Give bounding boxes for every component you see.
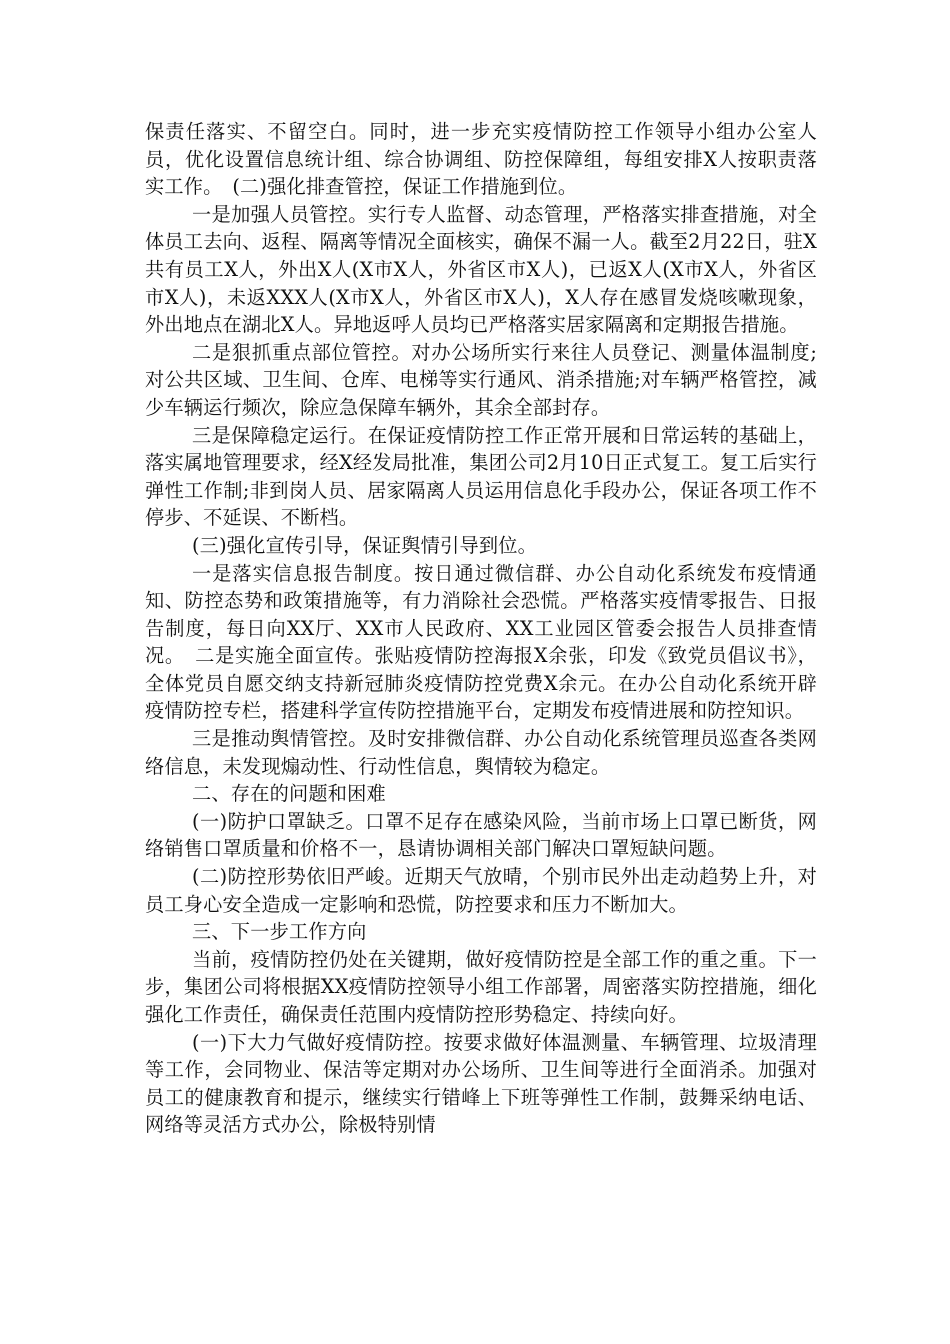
section-heading-next-steps: 三、下一步工作方向	[192, 920, 367, 944]
paragraph-stable-operation: 三是保障稳定运行。在保证疫情防控工作正常开展和日常运转的基础上，落实属地管理要求，经X经发局批准，集团公司2月10日正式复工。复工后实行弹性工作制;非到岗人员、居家隔离人员运用信息化手段办公，保证各项工作不停步、不延误、不断档。	[145, 423, 817, 530]
section-heading-problems: 二、存在的问题和困难	[192, 782, 386, 806]
paragraph-mask-shortage: (一)防护口罩缺乏。口罩不足存在感染风险，当前市场上口罩已断货，网络销售口罩质量和价格不一，恳请协调相关部门解决口罩短缺问题。	[145, 809, 817, 861]
paragraph-severe-situation: (二)防控形势依旧严峻。近期天气放晴，个别市民外出走动趋势上升，对员工身心安全造成一定影响和恐慌，防控要求和压力不断加大。	[145, 865, 817, 916]
paragraph-current-period: 当前，疫情防控仍处在关键期，做好疫情防控是全部工作的重之重。下一步，集团公司将根据XX疫情防控领导小组工作部署，周密落实防控措施，细化强化工作责任，确保责任范围内疫情防控形势稳定、持续向好。	[145, 947, 817, 1026]
subheading-publicity: (三)强化宣传引导，保证舆情引导到位。	[192, 533, 537, 557]
paragraph-key-area-control: 二是狠抓重点部位管控。对办公场所实行来往人员登记、测量体温制度;对公共区域、卫生间、仓库、电梯等实行通风、消杀措施;对车辆严格管控，减少车辆运行频次，除应急保障车辆外，其余全部封存。	[145, 340, 817, 419]
paragraph-opinion-control: 三是推动舆情管控。及时安排微信群、办公自动化系统管理员巡查各类网络信息，未发现煽动性、行动性信息，舆情较为稳定。	[145, 727, 817, 778]
paragraph-continuation: 保责任落实、不留空白。同时，进一步充实疫情防控工作领导小组办公室人员，优化设置信息统计组、综合协调组、防控保障组，每组安排X人按职责落实工作。 (二)强化排查管控，保证工作措施到位。	[145, 120, 817, 199]
document-body	[145, 118, 817, 1139]
paragraph-prevention-efforts: (一)下大力气做好疫情防控。按要求做好体温测量、车辆管理、垃圾清理等工作，会同物业、保洁等定期对办公场所、卫生间等进行全面消杀。加强对员工的健康教育和提示，继续实行错峰上下班等弹性工作制，鼓舞采纳电话、网络等灵活方式办公，除极特别情	[145, 1030, 817, 1137]
paragraph-personnel-control: 一是加强人员管控。实行专人监督、动态管理，严格落实排查措施，对全体员工去向、返程、隔离等情况全面核实，确保不漏一人。截至2月22日，驻X共有员工X人，外出X人(X市X人，外省区市X人)，已返X人(X市X人，外省区市X人)，未返XXX人(X市X人，外省区市X人)，X人存在感冒发烧咳嗽现象，外出地点在湖北X人。异地返呼人员均已严格落实居家隔离和定期报告措施。	[145, 202, 817, 337]
paragraph-reporting-publicity: 一是落实信息报告制度。按日通过微信群、办公自动化系统发布疫情通知、防控态势和政策措施等，有力消除社会恐慌。严格落实疫情零报告、日报告制度，每日向XX厅、XX市人民政府、XX工业园区管委会报告人员排查情况。 二是实施全面宣传。张贴疫情防控海报X余张，印发《致党员倡议书》，全体党员自愿交纳支持新冠肺炎疫情防控党费X余元。在办公自动化系统开辟疫情防控专栏，搭建科学宣传防控措施平台，定期发布疫情进展和防控知识。	[145, 561, 817, 723]
